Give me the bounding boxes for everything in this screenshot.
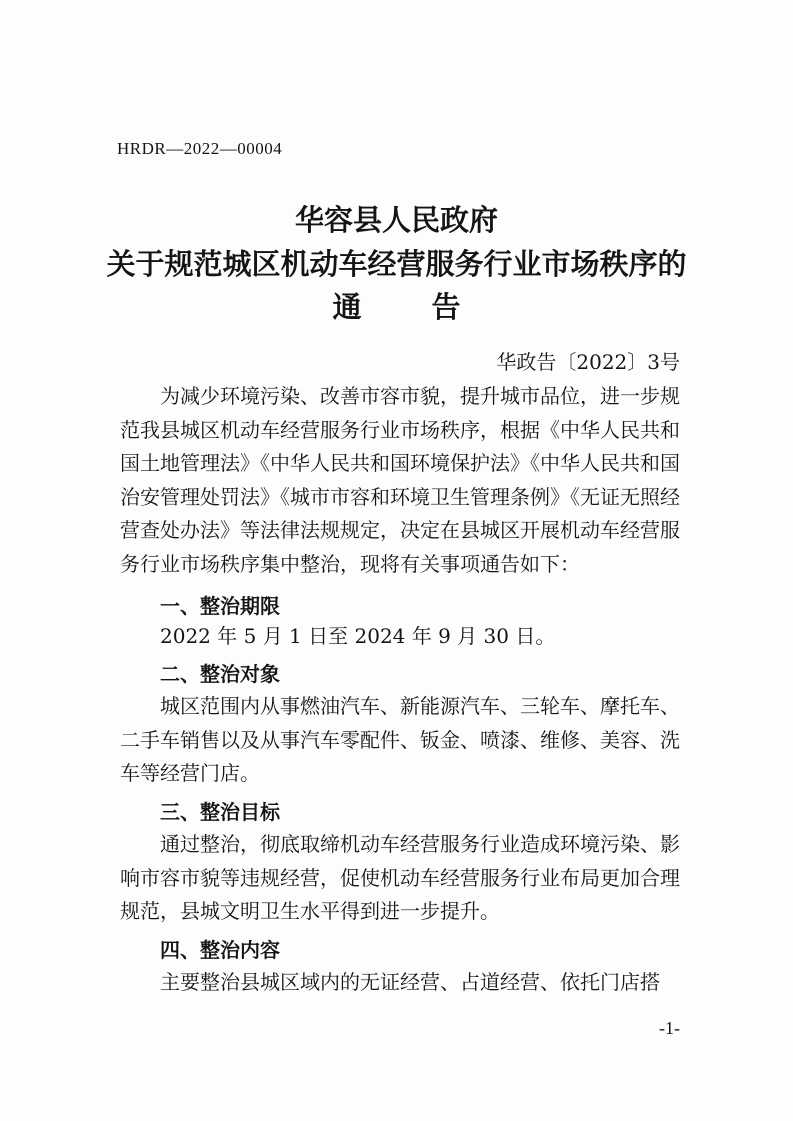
- section-text-content: 主要整治县城区域内的无证经营、占道经营、依托门店搭: [160, 970, 660, 994]
- title-word-1: 通: [332, 290, 362, 324]
- reference-number: 华政告〔2022〕3号: [496, 350, 680, 374]
- section-heading-period: 一、整治期限: [160, 594, 280, 618]
- section-heading-goals: 三、整治目标: [160, 800, 280, 824]
- title-line-1: 华容县人民政府: [294, 203, 498, 237]
- section-heading-content: 四、整治内容: [160, 938, 280, 962]
- section-text-targets: 城区范围内从事燃油汽车、新能源汽车、三轮车、摩托车、二手车销售以及从事汽车零配件、钣金、喷漆、维修、美容、洗车等经营门店。: [120, 694, 680, 785]
- section-text-period: 2022 年 5 月 1 日至 2024 年 9 月 30 日。: [160, 624, 556, 648]
- intro-paragraph: 为减少环境污染、改善市容市貌，提升城市品位，进一步规范我县城区机动车经营服务行业市场秩序，根据《中华人民共和国土地管理法》《中华人民共和国环境保护法》《中华人民共和国治安管理处罚法》《城市市容和环境卫生管理条例》《无证无照经营查处办法》等法律法规规定，决定在县城区开展机动车经营服务行业市场秩序集中整治，现将有关事项通告如下：: [120, 384, 680, 576]
- section-heading-targets: 二、整治对象: [160, 662, 280, 686]
- title-line-3: [0, 285, 793, 329]
- document-code: HRDR—2022—00004: [117, 139, 283, 158]
- page-number: -1-: [659, 1018, 680, 1038]
- section-text-goals: 通过整治，彻底取缔机动车经营服务行业造成环境污染、影响市容市貌等违规经营，促使机动车经营服务行业布局更加合理规范，县城文明卫生水平得到进一步提升。: [120, 832, 680, 923]
- title-word-2: 告: [431, 290, 461, 324]
- title-line-2: 关于规范城区机动车经营服务行业市场秩序的: [106, 247, 687, 281]
